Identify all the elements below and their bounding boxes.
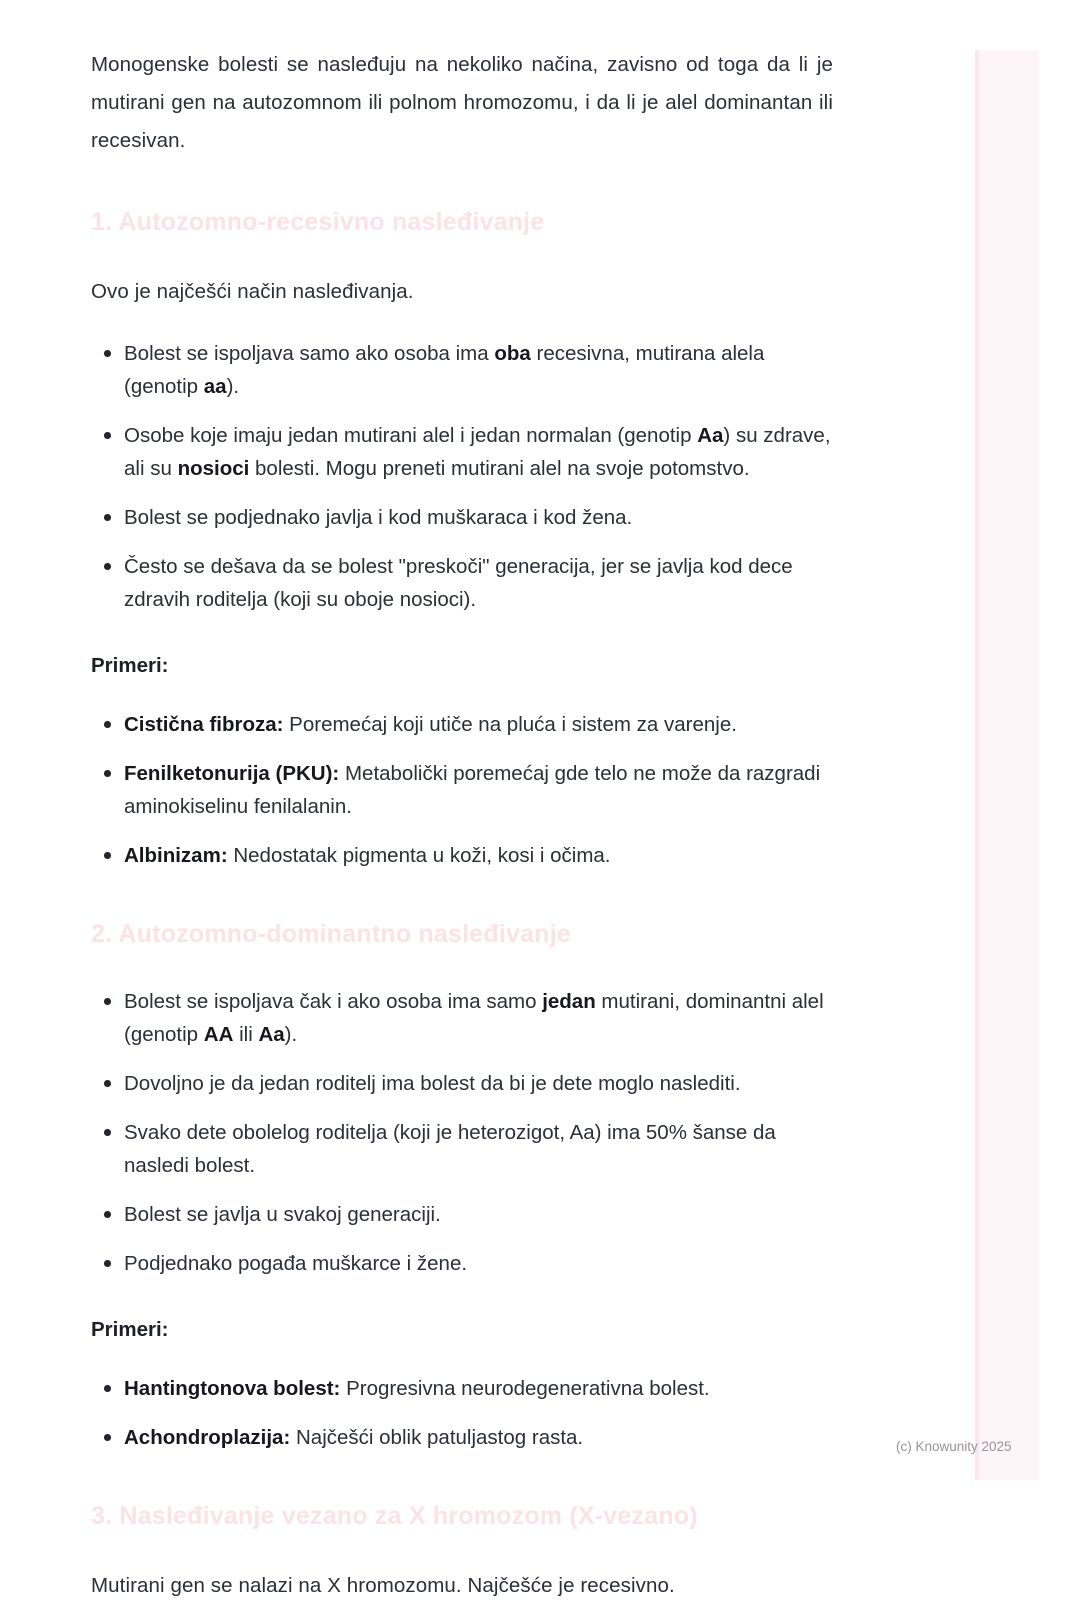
example-description: Poremećaj koji utiče na pluća i sistem za varenje. <box>283 713 737 736</box>
example-term: Hantingtonova bolest: <box>124 1377 341 1400</box>
section-1-lead: Ovo je najčešći način nasleđivanja. <box>91 280 414 303</box>
list-item <box>91 1372 833 1405</box>
section-1-bullet-list <box>91 337 833 616</box>
list-item <box>91 1116 833 1182</box>
bullet-text-pre: Bolest se ispoljava samo ako osoba ima <box>124 342 495 365</box>
bullet-text-mid: recesivna, mutirana alela (genotip <box>124 342 765 398</box>
intro-paragraph: Monogenske bolesti se nasleđuju na nekoliko načina, zavisno od toga da li je mutirani gen na autozomnom ili polnom hromozomu, i da li je alel dominantan ili recesivan. <box>91 53 833 152</box>
bullet-dot-icon <box>104 432 111 439</box>
section-2-examples-list <box>91 1372 833 1454</box>
list-item <box>91 1067 833 1100</box>
list-item <box>91 839 833 872</box>
bullet-text-pre: Bolest se ispoljava čak i ako osoba ima samo <box>124 990 543 1013</box>
bullet-text-post: ). <box>284 1023 298 1046</box>
bullet-dot-icon <box>104 1260 111 1267</box>
bullet-text-bold: oba <box>494 342 531 365</box>
bullet-text-pre: Često se dešava da se bolest "preskoči" generacija, jer se javlja kod dece zdravih roditelja (koji su oboje nosioci). <box>124 555 793 611</box>
bullet-text-bold2: AA <box>203 1023 234 1046</box>
bullet-dot-icon <box>104 1211 111 1218</box>
bullet-text-post: bolesti. Mogu preneti mutirani alel na svoje potomstvo. <box>249 457 750 480</box>
bullet-text-pre: Osobe koje imaju jedan mutirani alel i jedan normalan (genotip <box>124 424 698 447</box>
bullet-text-pre: Podjednako pogađa muškarce i žene. <box>124 1252 468 1275</box>
bullet-text-bold3: Aa <box>258 1023 285 1046</box>
bullet-text-pre: Svako dete obolelog roditelja (koji je heterozigot, Aa) ima 50% šanse da nasledi bolest. <box>124 1121 776 1177</box>
section-3-lead: Mutirani gen se nalazi na X hromozomu. Najčešće je recesivno. <box>91 1574 675 1597</box>
bullet-text-pre: Dovoljno je da jedan roditelj ima bolest da bi je dete moglo naslediti. <box>124 1072 741 1095</box>
section-1-examples-label: Primeri: <box>91 654 169 677</box>
list-item <box>91 1421 833 1454</box>
bullet-dot-icon <box>104 514 111 521</box>
example-term: Cistična fibroza: <box>124 713 284 736</box>
bullet-text-post: ). <box>226 375 240 398</box>
section-heading-1: 1. Autozomno-recesivno nasleđivanje <box>91 208 545 236</box>
example-description: Progresivna neurodegenerativna bolest. <box>340 1377 710 1400</box>
list-item <box>91 1247 833 1280</box>
bullet-dot-icon <box>104 998 111 1005</box>
list-item <box>91 550 833 616</box>
list-item <box>91 1198 833 1231</box>
bullet-dot-icon <box>104 721 111 728</box>
bullet-dot-icon <box>104 1434 111 1441</box>
decorative-pink-strip <box>975 50 1039 1480</box>
list-item <box>91 757 833 823</box>
list-item <box>91 419 833 485</box>
section-2-bullet-list <box>91 985 833 1280</box>
example-description: Nedostatak pigmenta u koži, kosi i očima. <box>227 844 611 867</box>
bullet-text-bold: jedan <box>542 990 596 1013</box>
bullet-dot-icon <box>104 1129 111 1136</box>
bullet-dot-icon <box>104 1385 111 1392</box>
example-term: Achondroplazija: <box>124 1426 291 1449</box>
section-heading-2: 2. Autozomno-dominantno nasleđivanje <box>91 920 571 948</box>
list-item <box>91 985 833 1051</box>
bullet-text-mid: ) su zdrave, ali su <box>124 424 831 480</box>
bullet-dot-icon <box>104 770 111 777</box>
bullet-dot-icon <box>104 852 111 859</box>
list-item <box>91 708 833 741</box>
bullet-text-post2: ili <box>233 1023 259 1046</box>
bullet-text-pre: Bolest se javlja u svakoj generaciji. <box>124 1203 441 1226</box>
bullet-text-pre: Bolest se podjednako javlja i kod muškaraca i kod žena. <box>124 506 633 529</box>
bullet-text-bold2: aa <box>203 375 227 398</box>
example-term: Fenilketonurija (PKU): <box>124 762 340 785</box>
bullet-dot-icon <box>104 563 111 570</box>
bullet-text-bold2: nosioci <box>177 457 250 480</box>
example-term: Albinizam: <box>124 844 228 867</box>
bullet-dot-icon <box>104 1080 111 1087</box>
bullet-text-bold: Aa <box>697 424 724 447</box>
section-1-examples-list <box>91 708 833 872</box>
section-2-examples-label: Primeri: <box>91 1318 169 1341</box>
bullet-text-mid: mutirani, dominantni alel (genotip <box>124 990 824 1046</box>
list-item <box>91 501 833 534</box>
document-body <box>91 46 833 1605</box>
list-item <box>91 337 833 403</box>
bullet-dot-icon <box>104 350 111 357</box>
section-heading-3: 3. Nasleđivanje vezano za X hromozom (X-vezano) <box>91 1502 698 1530</box>
example-description: Metabolički poremećaj gde telo ne može da razgradi aminokiselinu fenilalanin. <box>124 762 821 818</box>
watermark: (c) Knowunity 2025 <box>896 1439 1012 1454</box>
example-description: Najčešći oblik patuljastog rasta. <box>290 1426 584 1449</box>
